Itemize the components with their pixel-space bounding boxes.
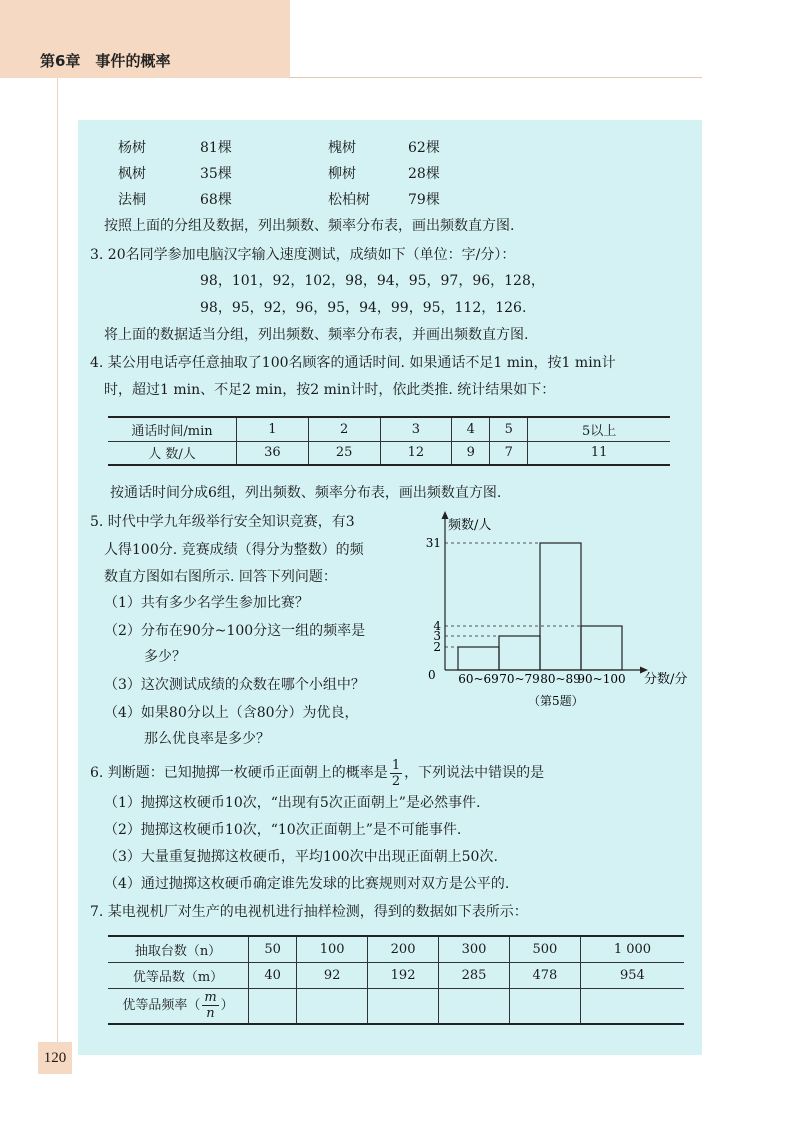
table-cell: 4 bbox=[452, 417, 490, 441]
table-cell-empty bbox=[368, 988, 439, 1024]
table-cell: 92 bbox=[297, 962, 368, 988]
table-cell: 5 bbox=[490, 417, 528, 441]
table-cell: 25 bbox=[308, 441, 380, 465]
table-cell: 5以上 bbox=[528, 417, 670, 441]
header-rule bbox=[290, 77, 702, 78]
y-tick-label: 3 bbox=[433, 629, 441, 643]
tree-name: 杨树 bbox=[118, 140, 146, 156]
tree-count: 62棵 bbox=[408, 140, 440, 156]
table-cell: 300 bbox=[439, 936, 510, 962]
q3-data-line: 98，101，92，102，98，94，95，97，96，128， bbox=[200, 273, 545, 289]
origin-label: 0 bbox=[428, 668, 436, 682]
y-tick-label: 2 bbox=[433, 640, 441, 654]
x-axis-label: 分数/分 bbox=[644, 672, 688, 687]
x-tick-label: 80~89 bbox=[540, 672, 581, 686]
q6-text-after: ，下列说法中错误的是 bbox=[404, 765, 545, 781]
tv-sampling-table bbox=[108, 935, 684, 1025]
fraction-numerator: m bbox=[204, 990, 217, 1006]
table-cell: 40 bbox=[249, 962, 297, 988]
tree-name: 松柏树 bbox=[328, 192, 370, 208]
chapter-header-band bbox=[0, 0, 290, 78]
q7-text: 7. 某电视机厂对生产的电视机进行抽样检测，得到的数据如下表所示： bbox=[90, 904, 528, 920]
q4-text: 4. 某公用电话亭任意抽取了100名顾客的通话时间. 如果通话不足1 min，按1 min计 bbox=[90, 355, 616, 371]
q6-statement: （1）抛掷这枚硬币10次，“出现有5次正面朝上”是必然事件. bbox=[104, 795, 481, 811]
table-cell: 500 bbox=[509, 936, 580, 962]
fraction-one-half bbox=[390, 759, 402, 788]
table-row-label: 人 数/人 bbox=[108, 441, 237, 465]
table-cell: 3 bbox=[380, 417, 452, 441]
tree-name: 枫树 bbox=[118, 166, 146, 182]
y-axis-label: 频数/人 bbox=[448, 518, 492, 533]
table-row-label: 优等品数（m） bbox=[108, 962, 249, 988]
table-cell-empty bbox=[297, 988, 368, 1024]
q5-text: 人得100分. 竞赛成绩（得分为整数）的频 bbox=[104, 542, 364, 558]
q3-instruction: 将上面的数据适当分组，列出频数、频率分布表，并画出频数直方图. bbox=[104, 327, 529, 343]
table-cell-empty bbox=[439, 988, 510, 1024]
margin-rule bbox=[57, 78, 58, 1073]
y-tick-label: 4 bbox=[433, 619, 441, 633]
tree-count: 79棵 bbox=[408, 192, 440, 208]
table-cell: 7 bbox=[490, 441, 528, 465]
q4-text: 时，超过1 min、不足2 min，按2 min计时，依此类推. 统计结果如下： bbox=[104, 382, 556, 398]
histogram-bar bbox=[540, 543, 581, 670]
frequency-histogram bbox=[410, 505, 700, 720]
row-label-prefix: 优等品频率（ bbox=[122, 998, 201, 1014]
table-cell-empty bbox=[249, 988, 297, 1024]
table-cell: 1 000 bbox=[580, 936, 684, 962]
q5-subquestion: 那么优良率是多少？ bbox=[144, 731, 270, 747]
histogram-bar bbox=[499, 636, 540, 670]
tree-count: 28棵 bbox=[408, 166, 440, 182]
table-cell: 100 bbox=[297, 936, 368, 962]
table-cell-empty bbox=[509, 988, 580, 1024]
table-cell: 200 bbox=[368, 936, 439, 962]
q5-subquestion: （4）如果80分以上（含80分）为优良， bbox=[104, 705, 359, 721]
tree-name: 柳树 bbox=[328, 166, 356, 182]
q6-statement: （4）通过抛掷这枚硬币确定谁先发球的比赛规则对双方是公平的. bbox=[104, 876, 510, 892]
q6-text-before: 6. 判断题：已知抛掷一枚硬币正面朝上的概率是 bbox=[90, 765, 388, 781]
table-cell: 285 bbox=[439, 962, 510, 988]
table-cell: 478 bbox=[509, 962, 580, 988]
table-cell-empty bbox=[580, 988, 684, 1024]
q5-subquestion: 多少？ bbox=[144, 649, 186, 665]
x-tick-label: 70~79 bbox=[499, 672, 540, 686]
chart-caption: （第5题） bbox=[528, 694, 584, 708]
histogram-bar bbox=[458, 647, 499, 670]
q5-text: 数直方图如右图所示. 回答下列问题： bbox=[104, 569, 337, 585]
table-row-label: 抽取台数（n） bbox=[108, 936, 249, 962]
table-cell: 50 bbox=[249, 936, 297, 962]
q5-text: 5. 时代中学九年级举行安全知识竞赛，有3 bbox=[90, 514, 355, 530]
fraction-numerator: 1 bbox=[391, 757, 401, 773]
table-cell: 1 bbox=[237, 417, 309, 441]
tree-count: 81棵 bbox=[200, 140, 232, 156]
table-cell: 11 bbox=[528, 441, 670, 465]
q6-text bbox=[90, 758, 544, 788]
q3-text: 3. 20名同学参加电脑汉字输入速度测试，成绩如下（单位：字/分）： bbox=[90, 247, 516, 263]
fraction-denominator: 2 bbox=[391, 773, 401, 789]
table-cell: 12 bbox=[380, 441, 452, 465]
q6-statement: （3）大量重复抛掷这枚硬币，平均100次中出现正面朝上50次. bbox=[104, 849, 498, 865]
histogram-bar bbox=[581, 626, 622, 670]
table-cell: 954 bbox=[580, 962, 684, 988]
page-number: 120 bbox=[38, 1042, 72, 1074]
chapter-title: 第6章 事件的概率 bbox=[40, 52, 171, 70]
x-tick-label: 90~100 bbox=[577, 672, 626, 686]
x-tick-label: 60~69 bbox=[458, 672, 499, 686]
q5-subquestion: （3）这次测试成绩的众数在哪个小组中？ bbox=[104, 677, 365, 693]
call-time-table bbox=[108, 416, 670, 466]
table-cell: 9 bbox=[452, 441, 490, 465]
table-cell: 192 bbox=[368, 962, 439, 988]
table-row-label bbox=[108, 988, 249, 1024]
q3-data-line: 98，95，92，96，95，94，99，95，112，126. bbox=[200, 300, 527, 316]
q6-statement: （2）抛掷这枚硬币10次，“10次正面朝上”是不可能事件. bbox=[104, 822, 462, 838]
q5-subquestion: （2）分布在90分~100分这一组的频率是 bbox=[104, 623, 366, 639]
q4-instruction: 按通话时间分成6组，列出频数、频率分布表，画出频数直方图. bbox=[110, 485, 502, 501]
tree-name: 槐树 bbox=[328, 140, 356, 156]
fraction-m-over-n bbox=[202, 991, 218, 1020]
row-label-suffix: ） bbox=[220, 998, 234, 1014]
y-tick-label: 31 bbox=[425, 536, 441, 550]
tree-count: 35棵 bbox=[200, 166, 232, 182]
table-cell: 2 bbox=[308, 417, 380, 441]
q2-instruction: 按照上面的分组及数据，列出频数、频率分布表，画出频数直方图. bbox=[104, 218, 515, 234]
q5-subquestion: （1）共有多少名学生参加比赛？ bbox=[104, 595, 309, 611]
tree-name: 法桐 bbox=[118, 192, 146, 208]
fraction-denominator: n bbox=[206, 1006, 215, 1022]
table-header-label: 通话时间/min bbox=[108, 417, 237, 441]
table-cell: 36 bbox=[237, 441, 309, 465]
tree-count: 68棵 bbox=[200, 192, 232, 208]
